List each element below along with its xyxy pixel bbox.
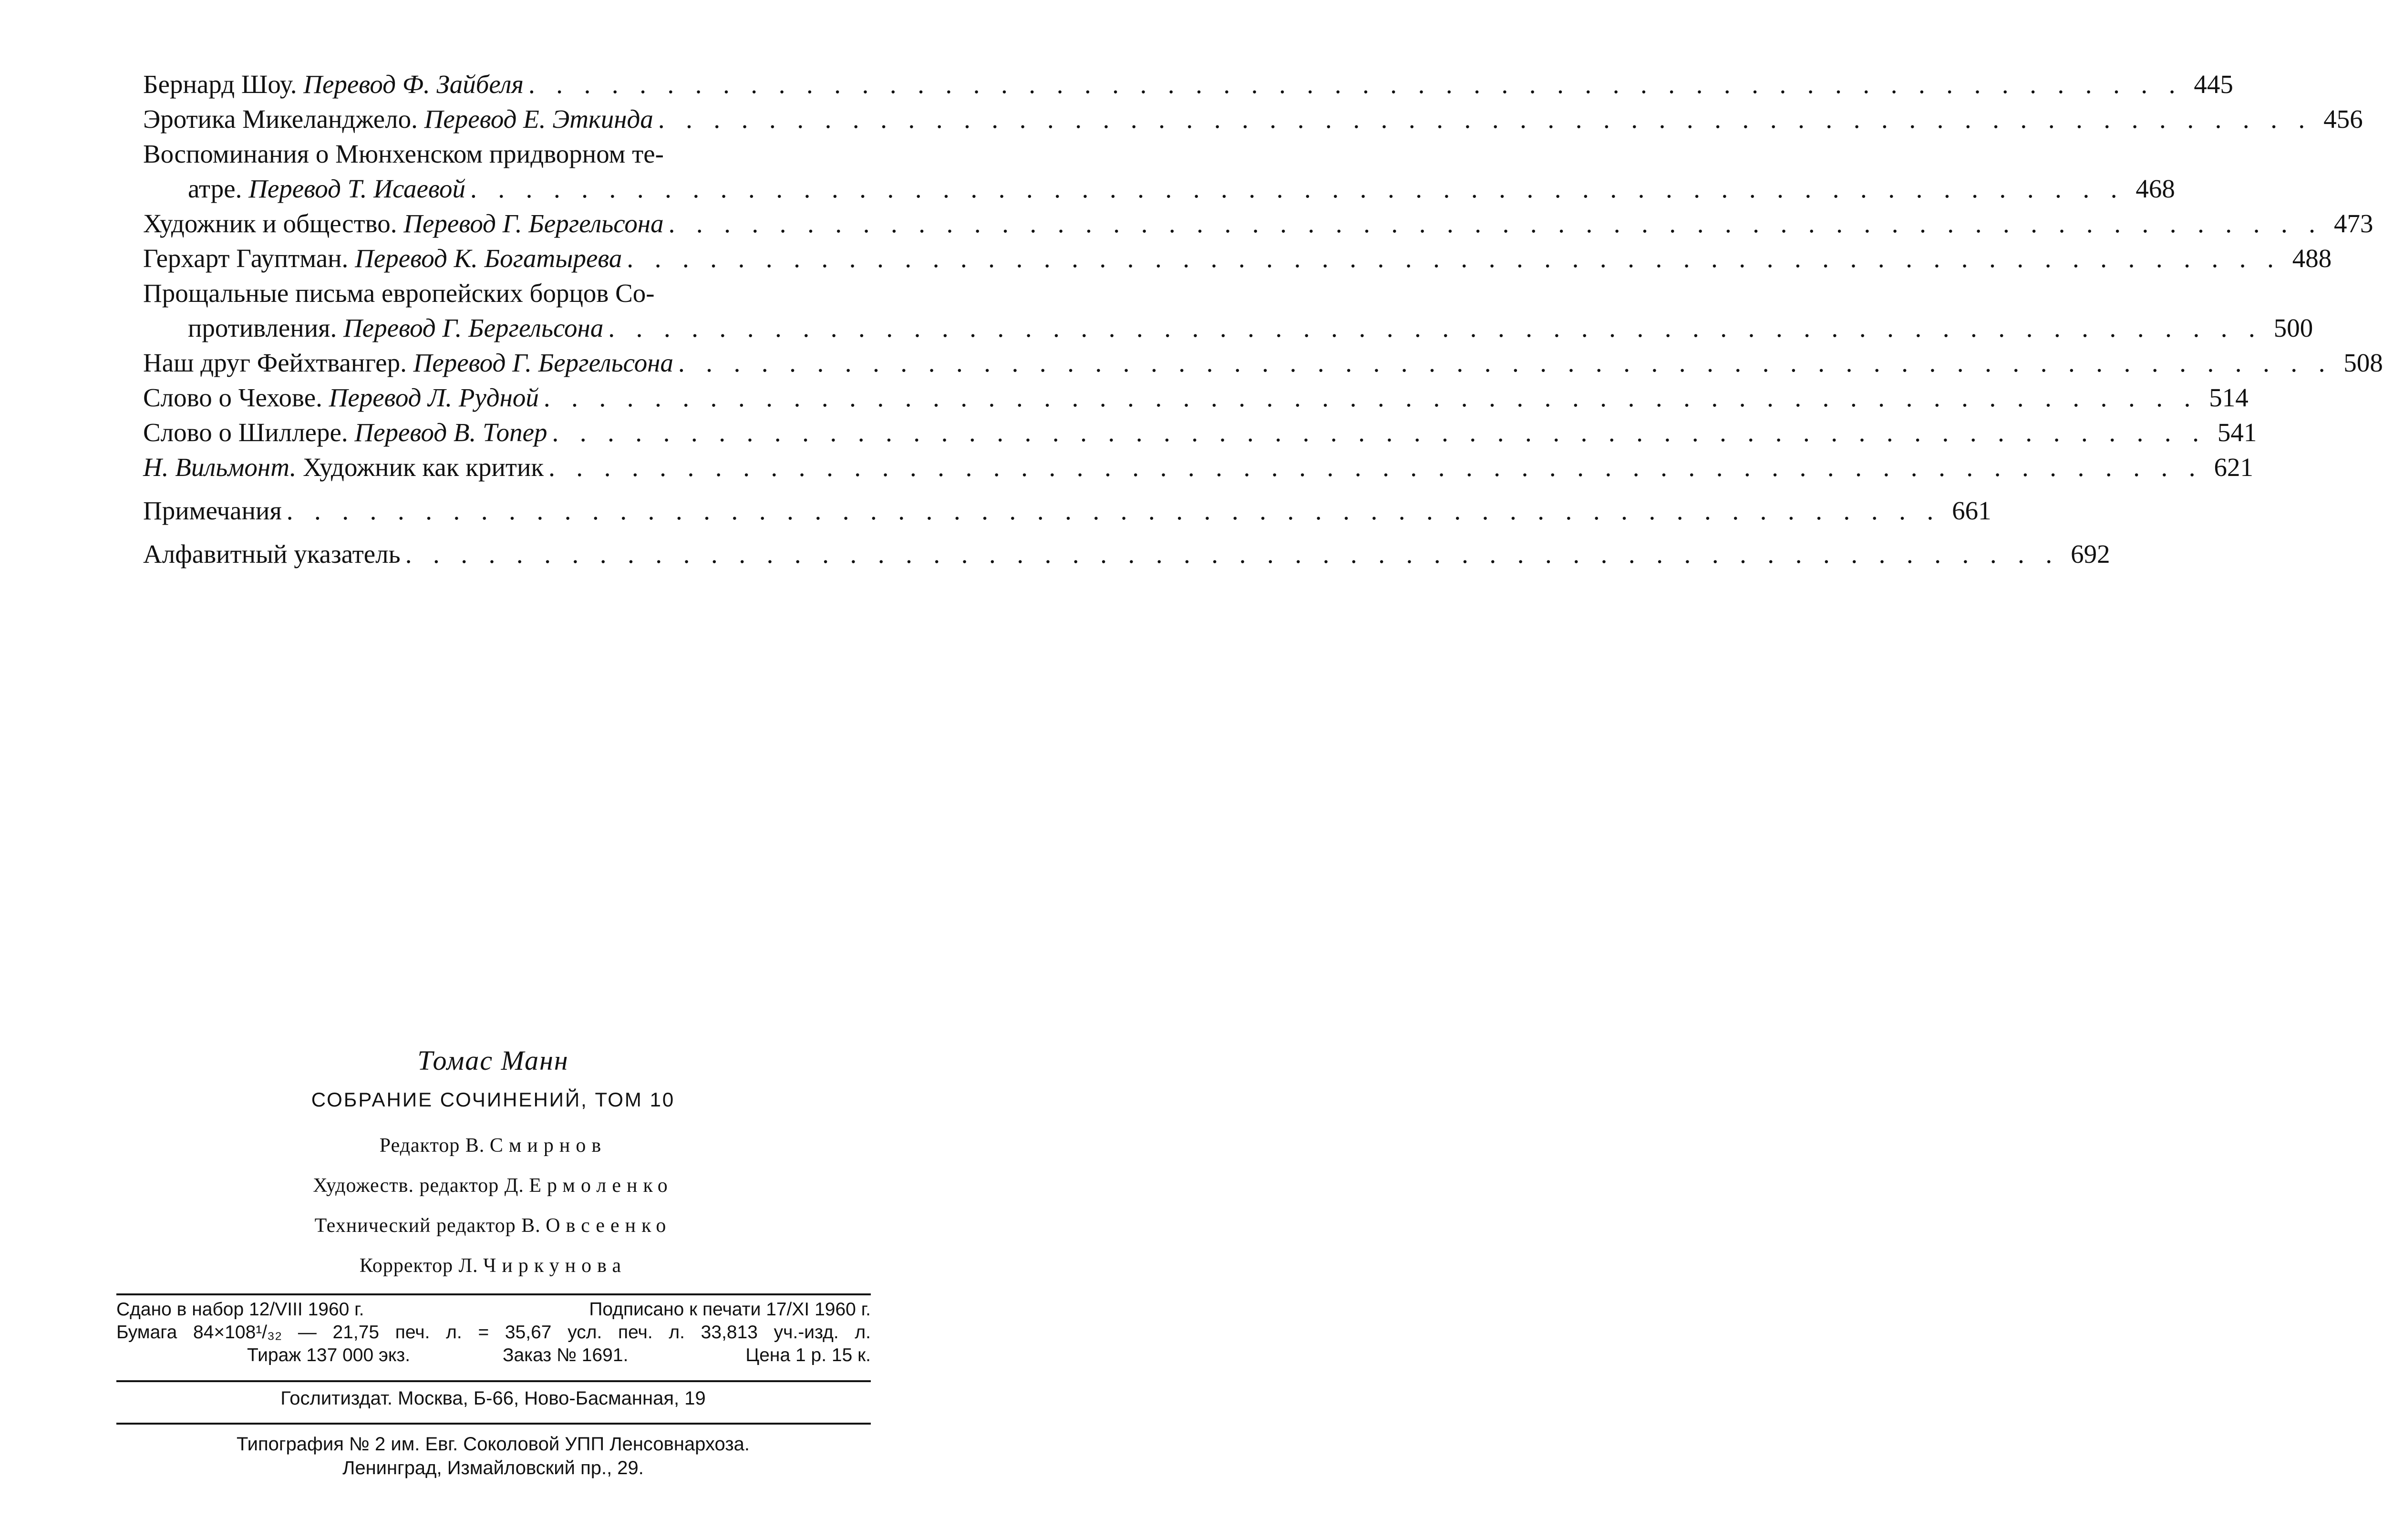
- credit-person: Смирнов: [489, 1135, 607, 1157]
- printer-line-2: Ленинград, Измайловский пр., 29.: [342, 1457, 644, 1478]
- credit-art-editor: [0, 1174, 986, 1197]
- toc-page-number: 508: [2343, 348, 2383, 377]
- toc-entry: [143, 345, 2383, 380]
- toc-page-number: 692: [2071, 539, 2110, 568]
- toc-page-number: 445: [2194, 70, 2233, 99]
- toc-line: [143, 171, 2175, 206]
- toc-line: [143, 276, 864, 310]
- toc-translator: Перевод Л. Рудной: [329, 383, 539, 412]
- toc-line: [143, 380, 2249, 415]
- credit-role: Технический редактор В.: [314, 1215, 541, 1237]
- toc-translator: Перевод В. Топер: [354, 418, 547, 447]
- credit-technical-editor: [0, 1214, 986, 1237]
- toc-entry: [143, 537, 2110, 571]
- credit-person: Чиркунова: [483, 1255, 627, 1277]
- price: Цена 1 р. 15 к.: [745, 1345, 871, 1365]
- paper-format: Бумага 84×108¹/₃₂ — 21,75 печ. л. = 35,67 усл. печ. л. 33,813 уч.-изд. л.: [116, 1322, 871, 1343]
- toc-entry: [143, 206, 2373, 241]
- table-of-contents: [143, 67, 2383, 571]
- toc-gap: [143, 528, 864, 537]
- toc-title-text: Эротика Микеланджело.: [143, 104, 424, 134]
- toc-title: [143, 450, 544, 485]
- toc-dot-leader: . . . . . . . . . . . . . . . . . . . . . . . . . . . . . . . . . . . . . . . . . . . . . . . . . . . . . . . . . . . .: [543, 383, 2198, 412]
- toc-gap: [143, 485, 864, 493]
- toc-page-number: 621: [2214, 453, 2253, 482]
- toc-translator: Перевод Т. Исаевой: [248, 174, 466, 203]
- toc-translator: Перевод Г. Бергельсона: [403, 209, 664, 238]
- toc-title-text: Слово о Шиллере.: [143, 418, 355, 447]
- credit-role: Редактор В.: [379, 1135, 485, 1157]
- toc-title: [143, 102, 653, 136]
- printing-details: [116, 1298, 871, 1370]
- print-run: Тираж 137 000 экз.: [247, 1345, 411, 1365]
- toc-page-number: 541: [2217, 418, 2257, 447]
- toc-title-text: Герхарт Гауптман.: [143, 244, 355, 273]
- toc-title: [188, 171, 465, 206]
- toc-title: [143, 415, 547, 450]
- toc-title: [143, 493, 282, 528]
- toc-title: [143, 67, 524, 102]
- credit-editor: [0, 1134, 986, 1157]
- publisher-address: Гослитиздат. Москва, Б-66, Ново-Басманная, 19: [280, 1388, 706, 1409]
- toc-title-text: Наш друг Фейхтвангер.: [143, 348, 413, 377]
- toc-dot-leader: . . . . . . . . . . . . . . . . . . . . . . . . . . . . . . . . . . . . . . . . . . . . . . . . . . . . . . . . . . . .: [678, 348, 2332, 377]
- toc-entry: [143, 136, 2175, 206]
- toc-page-number: 500: [2273, 313, 2313, 342]
- toc-title: [143, 241, 622, 276]
- toc-translator: Перевод К. Богатырева: [355, 244, 622, 273]
- toc-line: [143, 537, 2110, 571]
- toc-entry: [143, 450, 2253, 485]
- credit-proofreader: [0, 1254, 986, 1277]
- toc-translator: Перевод Г. Бергельсона: [343, 313, 604, 342]
- toc-title: [143, 276, 655, 310]
- toc-line: [143, 345, 2383, 380]
- divider-rule: [116, 1423, 871, 1425]
- toc-line: [143, 310, 2313, 345]
- toc-dot-leader: . . . . . . . . . . . . . . . . . . . . . . . . . . . . . . . . . . . . . . . . . . . . . . . . . . . . . . . . . . . .: [668, 209, 2323, 238]
- toc-title: [143, 206, 664, 241]
- credit-role: Корректор Л.: [359, 1255, 478, 1277]
- toc-entry: [143, 415, 2257, 450]
- toc-line: [143, 136, 864, 171]
- toc-entry: [143, 276, 2313, 345]
- toc-line: [143, 415, 2257, 450]
- toc-title-text: атре.: [188, 174, 249, 203]
- toc-title-text: противления.: [188, 313, 343, 342]
- toc-page-number: 514: [2209, 383, 2249, 412]
- toc-dot-leader: . . . . . . . . . . . . . . . . . . . . . . . . . . . . . . . . . . . . . . . . . . . . . . . . . . . . . . . . . . . .: [470, 174, 2125, 203]
- toc-title: [143, 537, 401, 571]
- toc-translator: Перевод Е. Эткинда: [424, 104, 653, 134]
- toc-page-number: 488: [2292, 244, 2332, 273]
- toc-page-number: 473: [2333, 209, 2373, 238]
- author-name: Томас Манн: [417, 1045, 569, 1076]
- toc-title-text: Примечания: [143, 496, 282, 525]
- toc-title: [143, 380, 539, 415]
- toc-title: [143, 136, 664, 171]
- toc-line: [143, 493, 1991, 528]
- signed-date: Подписано к печати 17/XI 1960 г.: [589, 1299, 871, 1320]
- toc-dot-leader: . . . . . . . . . . . . . . . . . . . . . . . . . . . . . . . . . . . . . . . . . . . . . . . . . . . . . . . . . . . .: [658, 104, 2312, 134]
- toc-page-number: 456: [2323, 104, 2363, 134]
- toc-translator: Перевод Ф. Зайбеля: [303, 70, 524, 99]
- toc-entry: [143, 380, 2249, 415]
- toc-entry: [143, 493, 1991, 528]
- toc-entry: [143, 241, 2332, 276]
- toc-title: [188, 310, 603, 345]
- toc-line: [143, 450, 2253, 485]
- printer-line-1: Типография № 2 им. Евг. Соколовой УПП Ленсовнархоза.: [236, 1434, 750, 1455]
- credit-person: Овсеенко: [546, 1215, 672, 1237]
- toc-line: [143, 206, 2373, 241]
- divider-rule: [116, 1293, 871, 1295]
- toc-title-text: Прощальные письма европейских борцов Со-: [143, 279, 655, 308]
- toc-translator: Перевод Г. Бергельсона: [413, 348, 673, 377]
- toc-line: [143, 67, 2233, 102]
- toc-line: [143, 102, 2363, 136]
- toc-line: [143, 241, 2332, 276]
- order-number: Заказ № 1691.: [503, 1345, 629, 1365]
- toc-dot-leader: . . . . . . . . . . . . . . . . . . . . . . . . . . . . . . . . . . . . . . . . . . . . . . . . . . . . . . . . . . . .: [528, 70, 2183, 99]
- toc-page-number: 661: [1952, 496, 1991, 525]
- toc-dot-leader: . . . . . . . . . . . . . . . . . . . . . . . . . . . . . . . . . . . . . . . . . . . . . . . . . . . . . . . . . . . .: [627, 244, 2281, 273]
- toc-title-text: Художник и общество.: [143, 209, 404, 238]
- toc-title-text: Слово о Чехове.: [143, 383, 329, 412]
- set-date: Сдано в набор 12/VIII 1960 г.: [116, 1299, 364, 1320]
- toc-dot-leader: . . . . . . . . . . . . . . . . . . . . . . . . . . . . . . . . . . . . . . . . . . . . . . . . . . . . . . . . . . . .: [608, 313, 2263, 342]
- divider-rule: [116, 1380, 871, 1382]
- toc-title-text: Алфавитный указатель: [143, 539, 401, 568]
- toc-title-text: Художник как критик: [296, 453, 544, 482]
- toc-entry: [143, 67, 2233, 102]
- toc-dot-leader: . . . . . . . . . . . . . . . . . . . . . . . . . . . . . . . . . . . . . . . . . . . . . . . . . . . . . . . . . . . .: [405, 539, 2060, 568]
- credit-person: Ермоленко: [529, 1175, 673, 1197]
- toc-translator: Н. Вильмонт.: [143, 453, 297, 482]
- toc-title: [143, 345, 673, 380]
- credit-role: Художеств. редактор Д.: [313, 1175, 524, 1197]
- toc-page-number: 468: [2135, 174, 2175, 203]
- toc-dot-leader: . . . . . . . . . . . . . . . . . . . . . . . . . . . . . . . . . . . . . . . . . . . . . . . . . . . . . . . . . . . .: [286, 496, 1941, 525]
- toc-title-text: Бернард Шоу.: [143, 70, 304, 99]
- toc-title-text: Воспоминания о Мюнхенском придворном те-: [143, 139, 664, 168]
- toc-dot-leader: . . . . . . . . . . . . . . . . . . . . . . . . . . . . . . . . . . . . . . . . . . . . . . . . . . . . . . . . . . . .: [548, 453, 2203, 482]
- toc-entry: [143, 102, 2363, 136]
- toc-dot-leader: . . . . . . . . . . . . . . . . . . . . . . . . . . . . . . . . . . . . . . . . . . . . . . . . . . . . . . . . . . . .: [552, 418, 2207, 447]
- series-title: СОБРАНИЕ СОЧИНЕНИЙ, ТОМ 10: [311, 1088, 675, 1111]
